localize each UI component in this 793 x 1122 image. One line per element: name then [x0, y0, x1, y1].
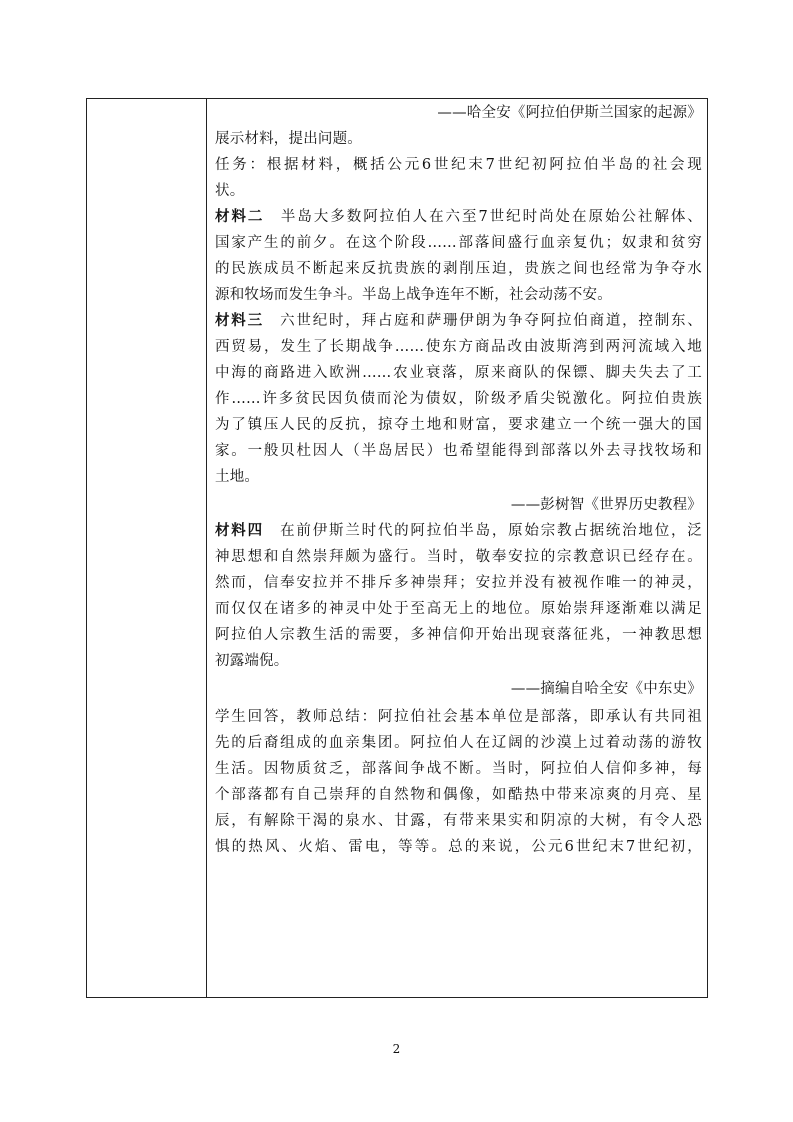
line-text: 辰，有解除干渴的泉水、甘露，有带来果实和阴凉的大树，有令人恐 [215, 813, 702, 829]
line-text: 源和牧场而发生争斗。半岛上战争连年不断，社会动荡不安。 [215, 287, 612, 303]
text-line [215, 832, 702, 862]
line-text: ——摘编自哈全安《中东史》 [510, 681, 702, 697]
line-text: 神思想和自然崇拜颇为盛行。当时，敬奉安拉的宗教意识已经存在。 [215, 549, 702, 565]
line-text: 阿拉伯人宗教生活的需要，多神信仰开始出现衰落征兆，一神教思想 [215, 627, 702, 643]
line-text: 状。 [215, 183, 245, 199]
material-label: 材料三 [215, 312, 264, 329]
text-line [215, 674, 702, 704]
text-line [215, 462, 702, 492]
line-text: 而仅仅在诸多的神灵中处于至高无上的地位。原始崇拜逐渐难以满足 [215, 601, 702, 617]
line-text: 然而，信奉安拉并不排斥多神崇拜；安拉并没有被视作唯一的神灵， [215, 575, 702, 591]
line-text: 的民族成员不断起来反抗贵族的剥削压迫，贵族之间也经常为争夺水 [215, 261, 702, 277]
line-text: 展示材料，提出问题。 [215, 131, 362, 147]
table-column-divider [206, 98, 207, 998]
line-text: 土地。 [215, 469, 260, 485]
line-text: 半岛大多数阿拉伯人在六至7世纪时尚处在原始公社解体、 [264, 209, 702, 225]
line-text: 个部落都有自己崇拜的自然物和偶像，如酷热中带来凉爽的月亮、星 [215, 787, 702, 803]
page-number: 2 [392, 1042, 401, 1056]
material-label: 材料四 [215, 522, 264, 539]
line-text: 先的后裔组成的血亲集团。阿拉伯人在辽阔的沙漠上过着动荡的游牧 [215, 735, 702, 751]
line-text: 在前伊斯兰时代的阿拉伯半岛，原始宗教占据统治地位，泛 [263, 523, 702, 539]
line-text: 西贸易，发生了长期战争……使东方商品改由波斯湾到两河流域入地 [215, 339, 702, 355]
line-text: 为了镇压人民的反抗，掠夺土地和财富，要求建立一个统一强大的国 [215, 417, 702, 433]
line-text: 生活。因物质贫乏，部落间争战不断。当时，阿拉伯人信仰多神，每 [215, 761, 702, 777]
line-text: 学生回答，教师总结：阿拉伯社会基本单位是部落，即承认有共同祖 [215, 709, 702, 725]
line-text: 国家产生的前夕。在这个阶段……部落间盛行血亲复仇；奴隶和贫穷 [215, 235, 702, 251]
line-text: ——哈全安《阿拉伯伊斯兰国家的起源》 [437, 105, 702, 121]
line-text: 中海的商路进入欧洲……农业衰落，原来商队的保镖、脚夫失去了工 [215, 365, 702, 381]
line-text: 惧的热风、火焰、雷电，等等。总的来说，公元6世纪末7世纪初， [215, 839, 702, 855]
line-text: 初露端倪。 [215, 653, 289, 669]
line-text: 任务：根据材料，概括公元6世纪末7世纪初阿拉伯半岛的社会现 [215, 157, 702, 173]
line-text: 作……许多贫民因负债而沦为债奴，阶级矛盾尖锐激化。阿拉伯贵族 [215, 391, 702, 407]
material-label: 材料二 [215, 208, 265, 225]
text-line [215, 646, 702, 676]
line-text: 六世纪时，拜占庭和萨珊伊朗为争夺阿拉伯商道，控制东、 [263, 313, 702, 329]
line-text: ——彭树智《世界历史教程》 [510, 497, 702, 513]
line-text: 家。一般贝杜因人（半岛居民）也希望能得到部落以外去寻找牧场和 [215, 443, 702, 459]
